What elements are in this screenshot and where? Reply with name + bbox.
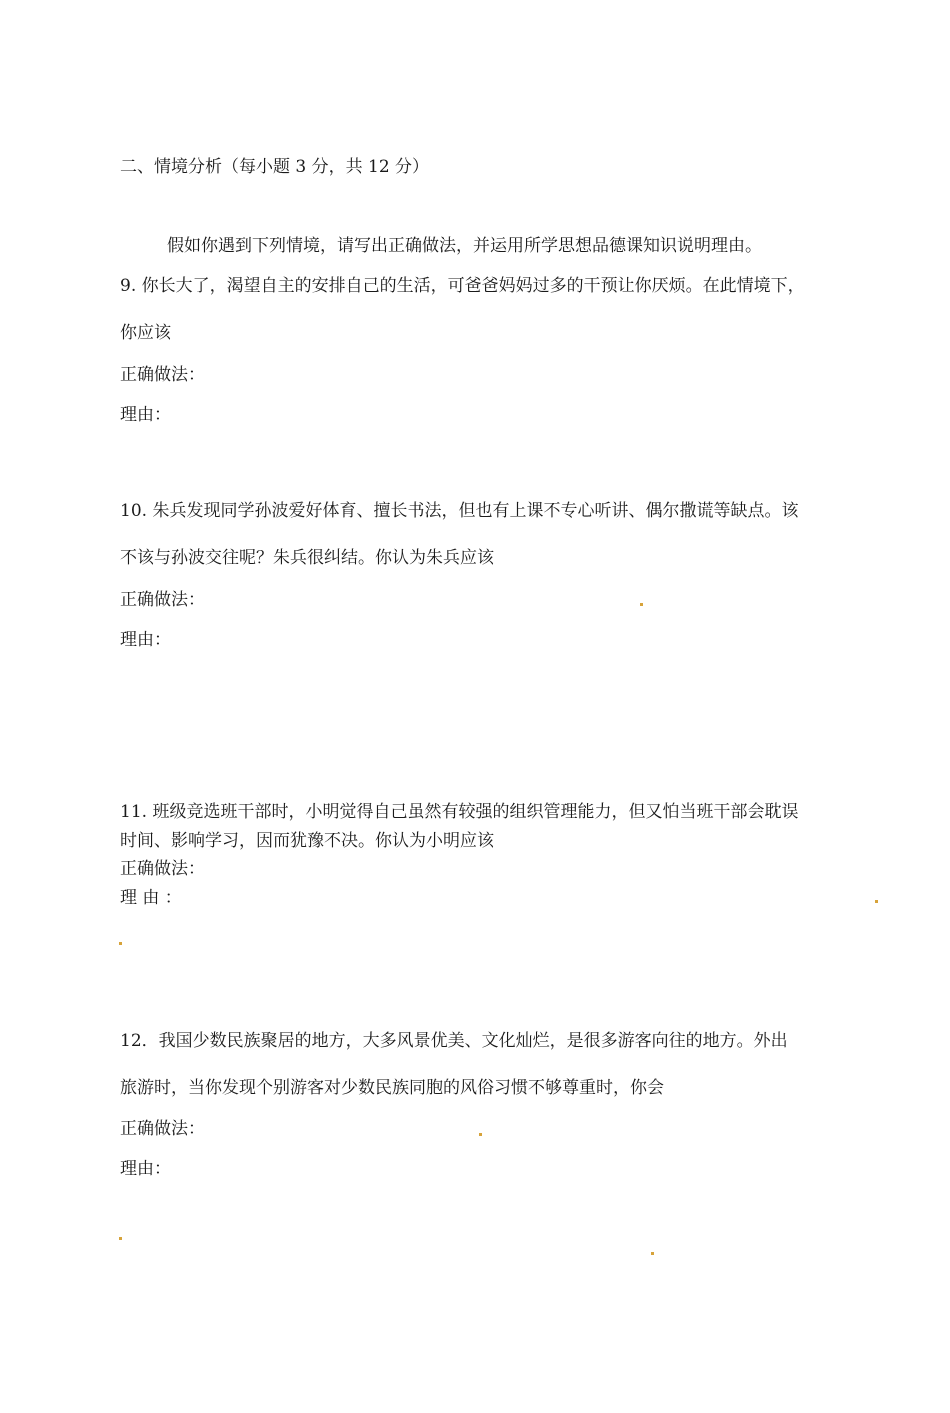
scan-speck [640,603,643,606]
reason-label: 理由： [120,405,171,425]
scan-speck [875,900,878,903]
answer-label: 正确做法： [120,590,205,610]
question-text-line-2: 旅游时，当你发现个别游客对少数民族同胞的风俗习惯不够尊重时，你会 [120,1078,664,1098]
question-text-line-1: 11. 班级竞选班干部时，小明觉得自己虽然有较强的组织管理能力，但又怕当班干部会耽误 [120,802,799,822]
scan-speck [119,1237,122,1240]
question-text-line-1: 9. 你长大了，渴望自主的安排自己的生活，可爸爸妈妈过多的干预让你厌烦。在此情境下， [120,276,805,296]
answer-label: 正确做法： [120,859,205,879]
scan-speck [479,1133,482,1136]
question-text-line-2: 你应该 [120,323,171,343]
question-text-line-2: 不该与孙波交往呢？朱兵很纠结。你认为朱兵应该 [120,548,494,568]
reason-label: 理由： [120,1159,171,1179]
scan-speck [651,1252,654,1255]
question-text-line-1: 12．我国少数民族聚居的地方，大多风景优美、文化灿烂，是很多游客向往的地方。外出 [120,1031,788,1051]
reason-label: 理由： [120,630,171,650]
question-text-line-2: 时间、影响学习，因而犹豫不决。你认为小明应该 [120,831,494,851]
reason-label: 理 由 ： [120,888,182,908]
section-instruction: 假如你遇到下列情境，请写出正确做法，并运用所学思想品德课知识说明理由。 [167,236,762,256]
scan-speck [119,942,122,945]
section-title: 二、情境分析（每小题 3 分，共 12 分） [120,157,430,177]
answer-label: 正确做法： [120,1119,205,1139]
answer-label: 正确做法： [120,365,205,385]
question-text-line-1: 10. 朱兵发现同学孙波爱好体育、擅长书法，但也有上课不专心听讲、偶尔撒谎等缺点。该 [120,501,799,521]
